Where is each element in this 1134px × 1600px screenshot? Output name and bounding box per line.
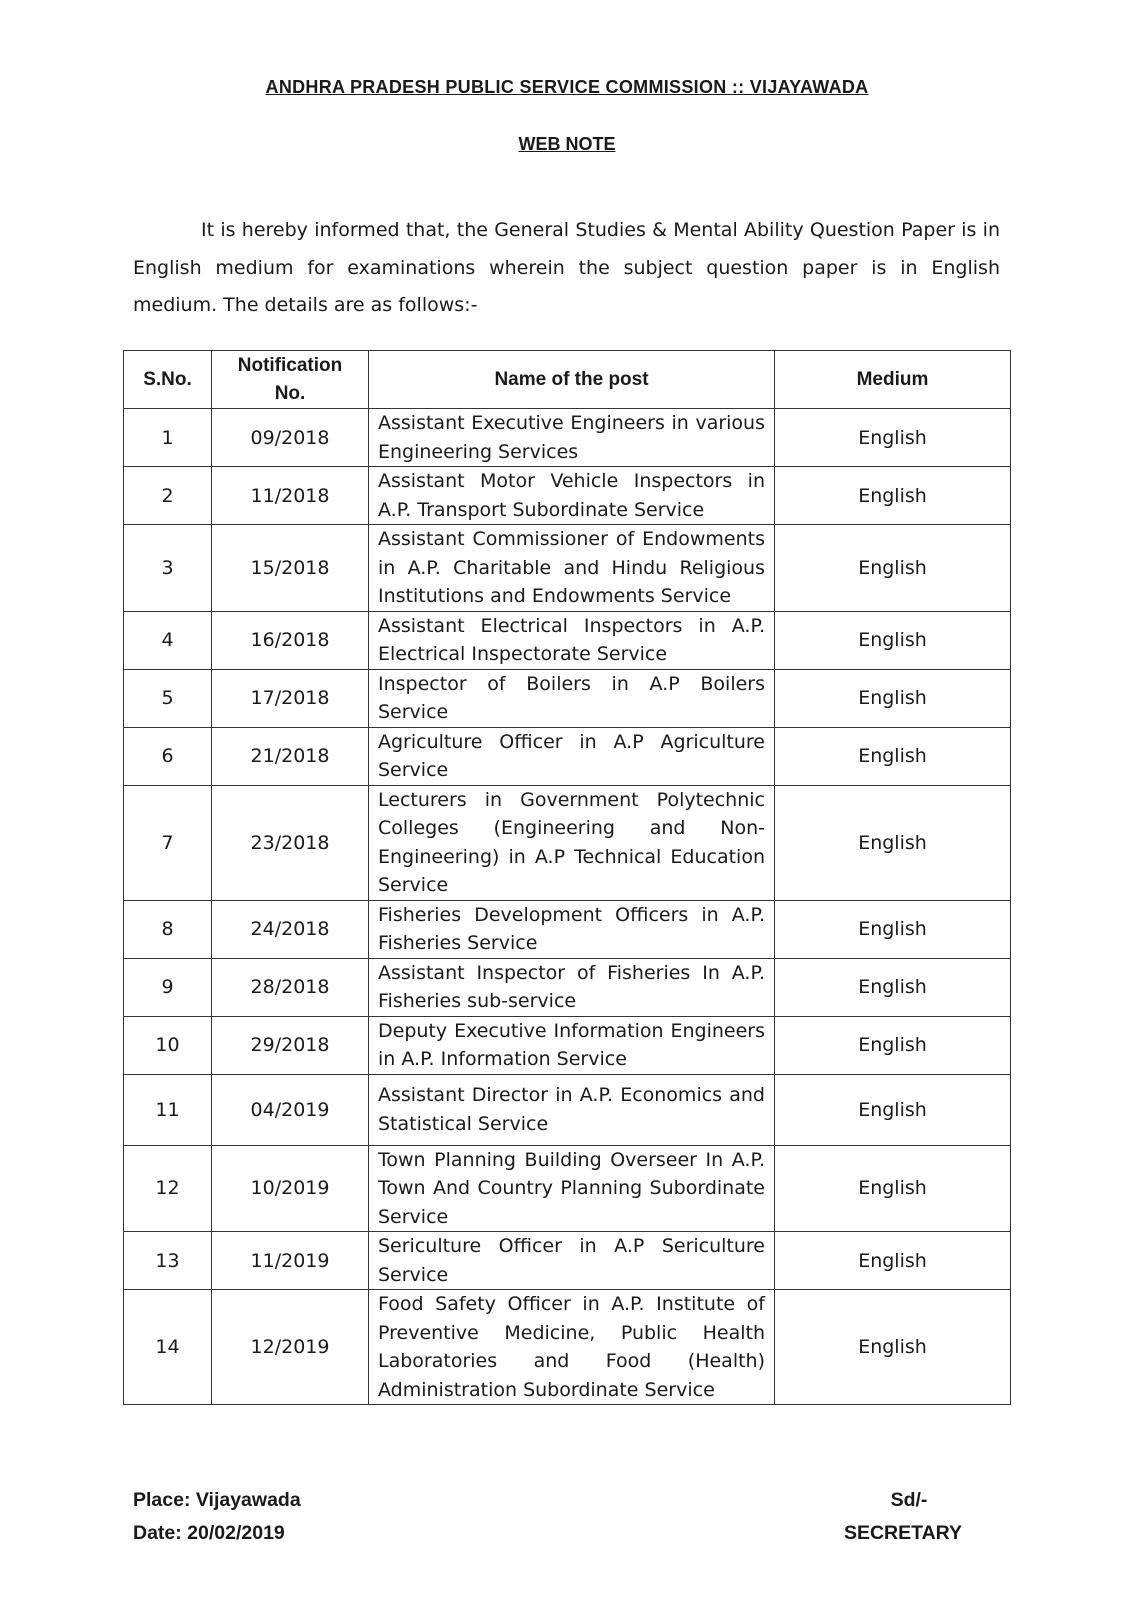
table-row <box>124 669 1011 727</box>
table-row <box>124 1290 1011 1405</box>
cell-medium: English <box>775 1232 1011 1290</box>
table-row <box>124 785 1011 900</box>
footer-place: Place: Vijayawada <box>133 1489 301 1511</box>
cell-post: Assistant Commissioner of Endowments in A.P. Charitable and Hindu Religious Institutions and Endowments Service <box>369 525 775 612</box>
table-row <box>124 727 1011 785</box>
cell-medium: English <box>775 1290 1011 1405</box>
cell-notification: 17/2018 <box>212 669 369 727</box>
table-row <box>124 1074 1011 1145</box>
intro-paragraph: It is hereby informed that, the General Studies & Mental Ability Question Paper is in English medium for examinations wherein the subject question paper is in English medium. The details are as follows:- <box>133 219 1000 316</box>
cell-medium: English <box>775 1145 1011 1232</box>
footer-signature: Sd/- <box>890 1489 928 1511</box>
header-notification-line2: No. <box>274 382 306 404</box>
cell-post: Assistant Inspector of Fisheries In A.P. Fisheries sub-service <box>369 958 775 1016</box>
cell-notification: 24/2018 <box>212 900 369 958</box>
cell-post: Assistant Electrical Inspectors in A.P. Electrical Inspectorate Service <box>369 611 775 669</box>
cell-medium: English <box>775 900 1011 958</box>
cell-sno: 7 <box>124 785 212 900</box>
cell-post: Agriculture Officer in A.P Agriculture Service <box>369 727 775 785</box>
header-post: Name of the post <box>369 351 775 409</box>
cell-post: Fisheries Development Officers in A.P. Fisheries Service <box>369 900 775 958</box>
cell-sno: 4 <box>124 611 212 669</box>
cell-notification: 11/2018 <box>212 467 369 525</box>
cell-medium: English <box>775 1074 1011 1145</box>
cell-sno: 3 <box>124 525 212 612</box>
table-row <box>124 409 1011 467</box>
table-row <box>124 1016 1011 1074</box>
cell-notification: 10/2019 <box>212 1145 369 1232</box>
cell-medium: English <box>775 525 1011 612</box>
table-row <box>124 958 1011 1016</box>
cell-sno: 13 <box>124 1232 212 1290</box>
cell-sno: 14 <box>124 1290 212 1405</box>
cell-post: Assistant Motor Vehicle Inspectors in A.P. Transport Subordinate Service <box>369 467 775 525</box>
cell-notification: 21/2018 <box>212 727 369 785</box>
cell-post: Inspector of Boilers in A.P Boilers Service <box>369 669 775 727</box>
cell-medium: English <box>775 1016 1011 1074</box>
document-title: ANDHRA PRADESH PUBLIC SERVICE COMMISSION :: VIJAYAWADA <box>265 77 869 97</box>
footer-designation: SECRETARY <box>843 1522 963 1544</box>
cell-sno: 12 <box>124 1145 212 1232</box>
table-row <box>124 900 1011 958</box>
cell-notification: 04/2019 <box>212 1074 369 1145</box>
cell-notification: 09/2018 <box>212 409 369 467</box>
cell-post: Deputy Executive Information Engineers in A.P. Information Service <box>369 1016 775 1074</box>
cell-post: Food Safety Officer in A.P. Institute of Preventive Medicine, Public Health Laboratories and Food (Health) Administration Subordinate Service <box>369 1290 775 1405</box>
cell-medium: English <box>775 958 1011 1016</box>
cell-notification: 16/2018 <box>212 611 369 669</box>
cell-post: Sericulture Officer in A.P Sericulture Service <box>369 1232 775 1290</box>
header-medium: Medium <box>775 351 1011 409</box>
cell-medium: English <box>775 409 1011 467</box>
cell-notification: 15/2018 <box>212 525 369 612</box>
footer-date: Date: 20/02/2019 <box>133 1522 285 1544</box>
cell-sno: 9 <box>124 958 212 1016</box>
cell-notification: 11/2019 <box>212 1232 369 1290</box>
cell-sno: 8 <box>124 900 212 958</box>
cell-sno: 6 <box>124 727 212 785</box>
document-subtitle: WEB NOTE <box>518 134 616 154</box>
cell-medium: English <box>775 727 1011 785</box>
cell-notification: 12/2019 <box>212 1290 369 1405</box>
cell-post: Lecturers in Government Polytechnic Colleges (Engineering and Non-Engineering) in A.P Technical Education Service <box>369 785 775 900</box>
cell-medium: English <box>775 669 1011 727</box>
cell-sno: 1 <box>124 409 212 467</box>
cell-notification: 28/2018 <box>212 958 369 1016</box>
footer-place-date <box>133 1484 301 1550</box>
table-row <box>124 467 1011 525</box>
cell-post: Assistant Director in A.P. Economics and Statistical Service <box>369 1074 775 1145</box>
posts-table <box>123 350 1011 1405</box>
table-row <box>124 611 1011 669</box>
cell-post: Assistant Executive Engineers in various Engineering Services <box>369 409 775 467</box>
cell-medium: English <box>775 467 1011 525</box>
cell-sno: 10 <box>124 1016 212 1074</box>
footer-signature-block <box>838 1484 968 1550</box>
table-row <box>124 1145 1011 1232</box>
table-header-row <box>124 351 1011 409</box>
header-sno: S.No. <box>124 351 212 409</box>
header-notification <box>212 351 369 409</box>
cell-medium: English <box>775 785 1011 900</box>
table-row <box>124 525 1011 612</box>
table-row <box>124 1232 1011 1290</box>
cell-sno: 5 <box>124 669 212 727</box>
cell-notification: 23/2018 <box>212 785 369 900</box>
cell-notification: 29/2018 <box>212 1016 369 1074</box>
cell-medium: English <box>775 611 1011 669</box>
cell-post: Town Planning Building Overseer In A.P. Town And Country Planning Subordinate Service <box>369 1145 775 1232</box>
cell-sno: 2 <box>124 467 212 525</box>
cell-sno: 11 <box>124 1074 212 1145</box>
header-notification-line1: Notification <box>237 354 343 376</box>
